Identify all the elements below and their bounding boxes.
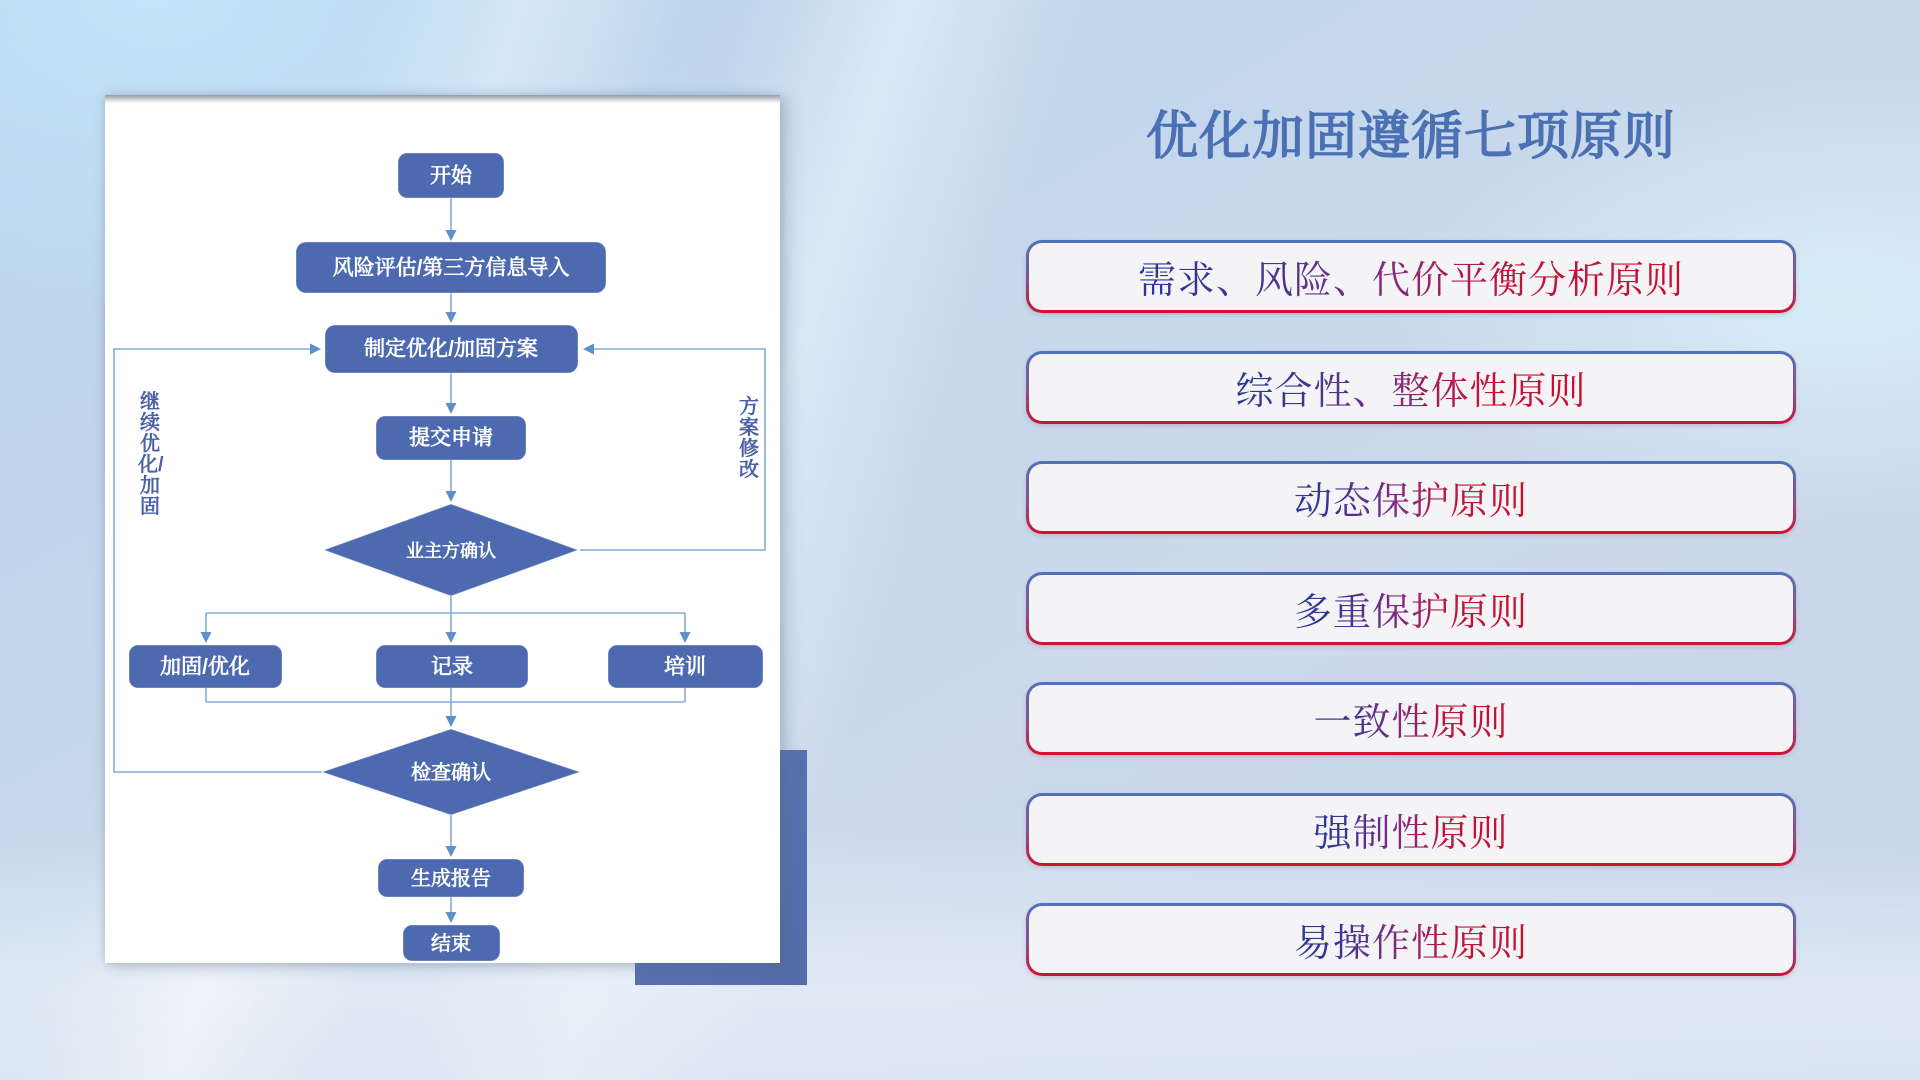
principle-label: 需求、风险、代价平衡分析原则	[1138, 249, 1684, 304]
node-end-label: 结束	[431, 933, 471, 955]
node-start-label: 开始	[430, 164, 472, 188]
principle-card-inner	[1029, 464, 1793, 531]
principle-label: 多重保护原则	[1294, 581, 1528, 636]
page-title: 优化加固遵循七项原则	[1145, 108, 1676, 166]
node-check-confirm-label: 检查确认	[411, 762, 491, 784]
loop-label-continue-optimize: 继续优化/加固	[138, 391, 164, 518]
principle-card-inner	[1029, 243, 1793, 310]
node-report-label: 生成报告	[411, 868, 491, 890]
node-plan-label: 制定优化/加固方案	[364, 337, 538, 361]
node-submit-label: 提交申请	[409, 426, 493, 450]
principle-card-inner	[1029, 354, 1793, 421]
principle-card	[1026, 793, 1796, 866]
principle-label: 易操作性原则	[1294, 912, 1528, 967]
principle-card-inner	[1029, 906, 1793, 973]
principle-label: 综合性、整体性原则	[1235, 360, 1586, 415]
principle-card	[1026, 240, 1796, 313]
principle-card	[1026, 572, 1796, 645]
node-reinforce-label: 加固/优化	[160, 655, 250, 679]
principle-card	[1026, 461, 1796, 534]
principle-label: 强制性原则	[1313, 802, 1508, 857]
flowchart-canvas	[105, 95, 780, 963]
principle-label: 一致性原则	[1313, 691, 1508, 746]
principle-card-inner	[1029, 796, 1793, 863]
principle-card	[1026, 903, 1796, 976]
node-training-label: 培训	[664, 655, 706, 679]
node-owner-confirm-label: 业主方确认	[406, 541, 496, 561]
principle-label: 动态保护原则	[1294, 470, 1528, 525]
node-record-label: 记录	[431, 655, 473, 679]
node-risk-import-label: 风险评估/第三方信息导入	[332, 256, 570, 280]
principle-card	[1026, 351, 1796, 424]
flowchart-panel	[105, 95, 780, 963]
principle-card-inner	[1029, 575, 1793, 642]
principle-card	[1026, 682, 1796, 755]
principles-list	[1026, 240, 1796, 976]
principle-card-inner	[1029, 685, 1793, 752]
loop-label-plan-revision: 方案修改	[739, 396, 759, 481]
